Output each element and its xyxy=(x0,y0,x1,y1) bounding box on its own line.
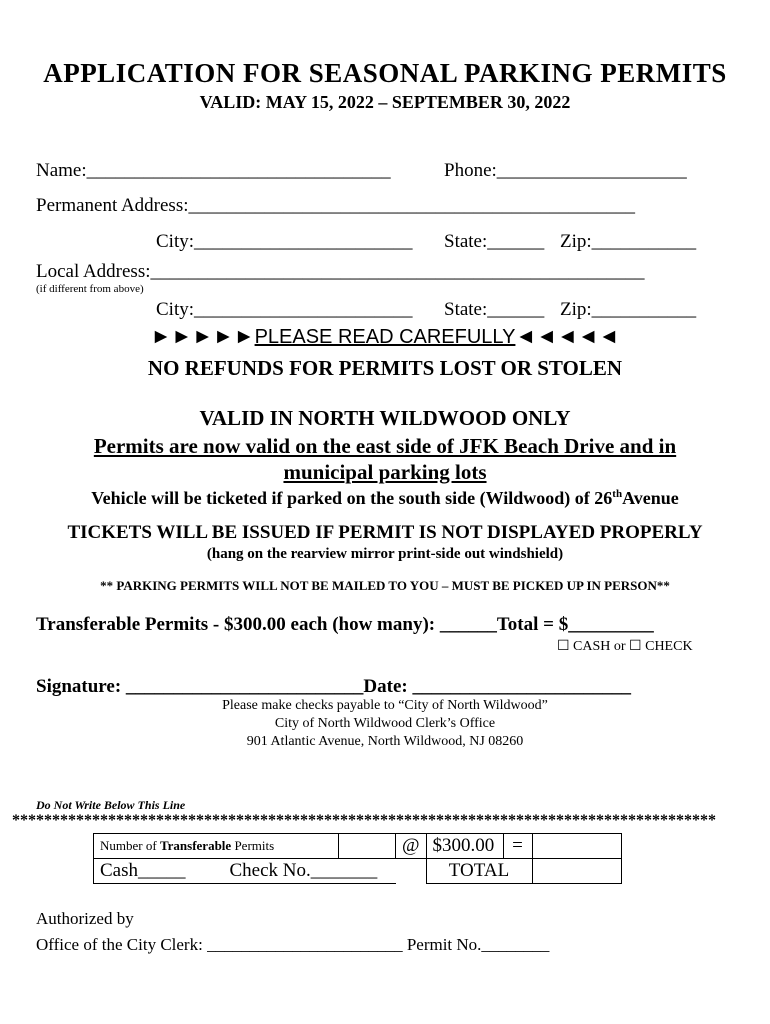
equals-cell: = xyxy=(503,834,532,859)
ticketed-notice xyxy=(0,488,770,509)
ticketed-superscript: th xyxy=(612,488,623,500)
permits-valid-line2: municipal parking lots xyxy=(283,460,487,484)
please-read-text: PLEASE READ CAREFULLY xyxy=(254,326,516,348)
do-not-write-label: Do Not Write Below This Line xyxy=(36,798,186,812)
not-mailed-notice: ** PARKING PERMITS WILL NOT BE MAILED TO YOU – MUST BE PICKED UP IN PERSON** xyxy=(100,578,670,593)
permanent-address-field[interactable]: Permanent Address:_______________________________________________ xyxy=(36,195,636,216)
if-different-note: (if different from above) xyxy=(36,283,144,295)
clerk-office: City of North Wildwood Clerk’s Office xyxy=(274,716,496,731)
valid-north-wildwood: VALID IN NORTH WILDWOOD ONLY xyxy=(199,406,571,430)
state-field-local[interactable]: State:______ xyxy=(444,299,545,320)
clerk-permit-line[interactable]: Office of the City Clerk: _______________________ Permit No.________ xyxy=(36,935,550,954)
cash-check-cell[interactable] xyxy=(94,859,396,884)
valid-dates: VALID: MAY 15, 2022 – SEPTEMBER 30, 2022 xyxy=(199,92,571,112)
arrows-right-icon: ►►►►► xyxy=(150,324,255,348)
ticketed-avenue: Avenue xyxy=(622,488,679,508)
at-cell: @ xyxy=(396,834,427,859)
num-prefix: Number of xyxy=(100,838,160,853)
hang-instructions: (hang on the rearview mirror print-side out windshield) xyxy=(206,546,564,562)
arrows-left-icon: ◄◄◄◄◄ xyxy=(515,324,620,348)
zip-field-local[interactable]: Zip:___________ xyxy=(560,299,697,320)
office-use-table xyxy=(93,833,622,884)
table-row xyxy=(94,834,622,859)
form-title: APPLICATION FOR SEASONAL PARKING PERMITS xyxy=(43,58,727,88)
signature-date-line[interactable]: Signature: _________________________Date: _______________________ xyxy=(36,676,631,697)
please-read-banner xyxy=(0,324,770,349)
table-row xyxy=(94,859,622,884)
tickets-issued-notice: TICKETS WILL BE ISSUED IF PERMIT IS NOT DISPLAYED PROPERLY xyxy=(67,522,703,543)
city-field-local[interactable]: City:_______________________ xyxy=(156,299,413,320)
name-field[interactable]: Name:________________________________ xyxy=(36,160,391,181)
zip-field-permanent[interactable]: Zip:___________ xyxy=(560,231,697,252)
cash-or-check-option[interactable]: ☐ CASH or ☐ CHECK xyxy=(557,639,693,654)
phone-field[interactable]: Phone:____________________ xyxy=(444,160,687,181)
total-entry-1[interactable] xyxy=(532,834,621,859)
city-field-permanent[interactable]: City:_______________________ xyxy=(156,231,413,252)
num-permits-entry[interactable] xyxy=(339,834,396,859)
total-label-cell: TOTAL xyxy=(426,859,532,884)
local-address-field[interactable]: Local Address:____________________________________________________ xyxy=(36,261,645,282)
num-suffix: Permits xyxy=(231,838,275,853)
divider-stars: **************************************************************************************** xyxy=(12,812,716,829)
transferable-permits-line[interactable]: Transferable Permits - $300.00 each (how many): ______Total = $_________ xyxy=(36,614,654,635)
ticketed-text: Vehicle will be ticketed if parked on the south side (Wildwood) of 26 xyxy=(91,488,613,508)
permits-valid-line1: Permits are now valid on the east side of JFK Beach Drive and in xyxy=(93,434,677,458)
num-permits-cell xyxy=(94,834,339,859)
cash-label: Cash_____ xyxy=(100,860,186,881)
total-entry-2[interactable] xyxy=(532,859,621,884)
state-field-permanent[interactable]: State:______ xyxy=(444,231,545,252)
office-address: 901 Atlantic Avenue, North Wildwood, NJ 08260 xyxy=(246,734,524,749)
no-refunds-notice: NO REFUNDS FOR PERMITS LOST OR STOLEN xyxy=(147,356,623,380)
price-cell: $300.00 xyxy=(426,834,503,859)
check-no-label: Check No._______ xyxy=(229,860,378,881)
authorized-by-label: Authorized by xyxy=(36,909,134,928)
num-bold: Transferable xyxy=(159,838,232,853)
payable-note: Please make checks payable to “City of North Wildwood” xyxy=(222,698,548,713)
